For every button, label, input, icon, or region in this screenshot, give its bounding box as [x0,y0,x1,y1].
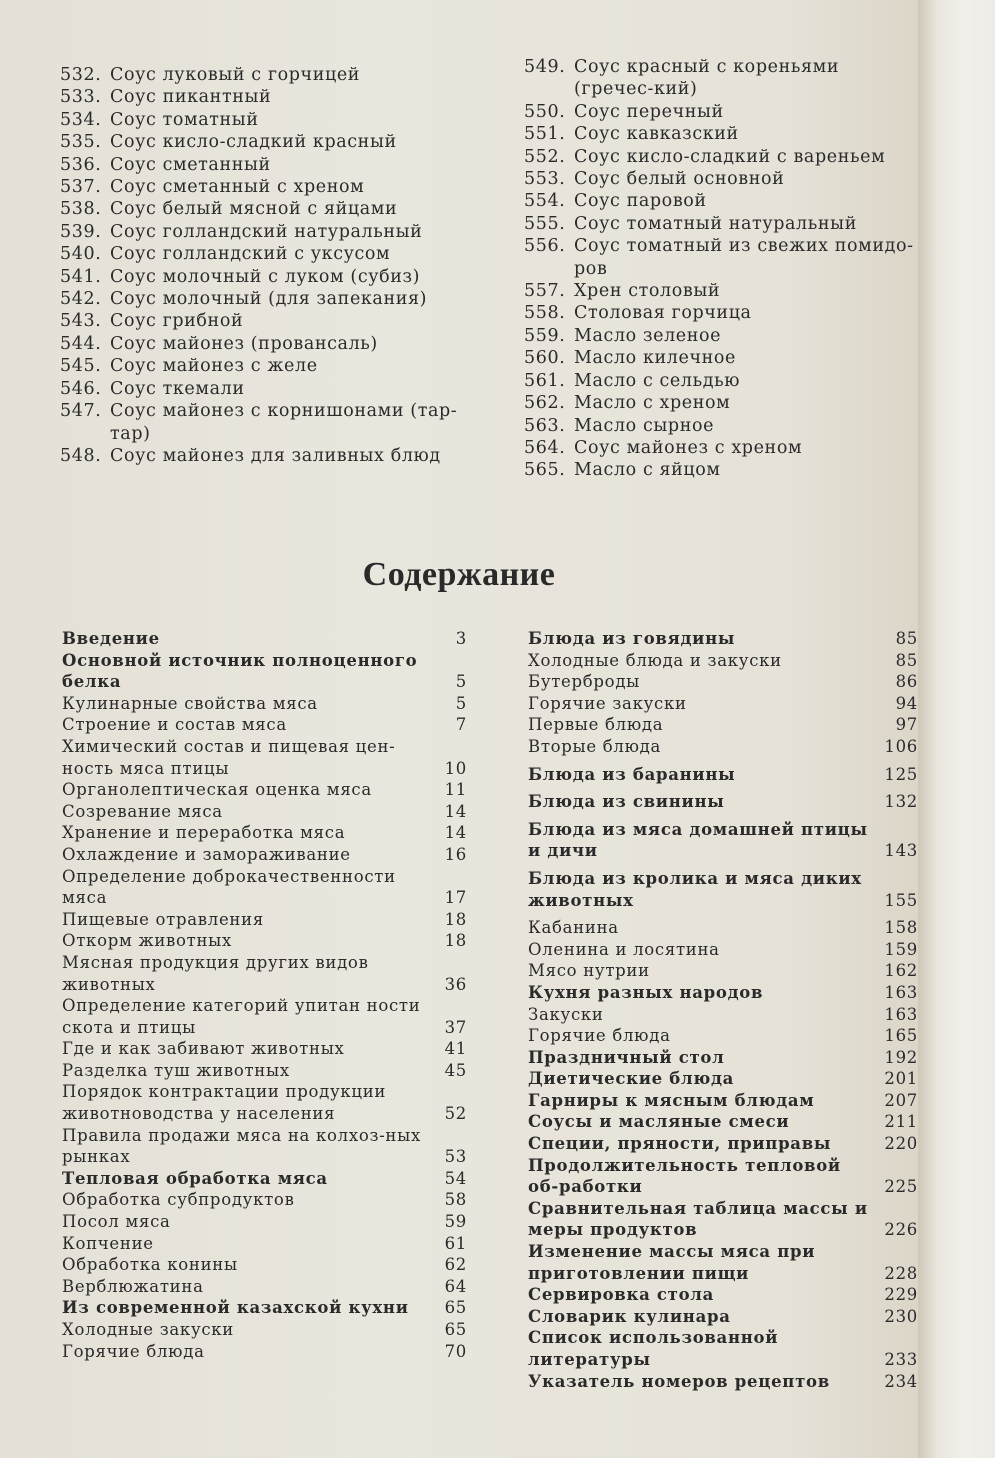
toc-entry-title: Органолептическая оценка мяса [62,780,372,800]
toc-entry-title: Горячие блюда [528,1026,671,1046]
toc-page-number: 233 [884,1350,918,1369]
toc-entry [528,671,918,693]
toc-entry [528,693,918,715]
toc-entry-title: Гарниры к мясным блюдам [528,1090,815,1110]
toc-entry [62,1189,467,1211]
contents-title: Содержание [362,556,556,593]
toc-entry [62,909,467,931]
recipe-name: Масло килечное [574,348,736,369]
recipe-number: 553. [524,169,566,190]
recipe-item [60,198,470,220]
toc-entry-title: Изменение массы мяса при приготовлении пищи [528,1242,816,1283]
recipe-number: 540. [60,244,102,265]
toc-page-number: 37 [444,1017,467,1037]
toc-page-number: 70 [444,1341,467,1361]
recipe-name: Соус красный с кореньями (гречес-кий) [574,57,840,100]
toc-entry-title: Оленина и лосятина [528,939,720,959]
toc-page-number: 132 [884,792,918,812]
recipe-item [60,131,470,153]
toc-entry [528,982,918,1004]
toc-entry [528,714,918,736]
toc-entry-title: Мясная продукция других видов животных [62,952,369,994]
toc-entry [528,736,918,758]
recipe-number: 538. [60,199,102,220]
toc-entry [528,1090,918,1112]
recipe-number: 532. [60,65,102,85]
recipe-item [524,370,919,392]
toc-entry-title: Закуски [528,1004,604,1024]
toc-entry [528,1111,918,1133]
toc-entry [528,1284,918,1306]
toc-entry [62,1276,467,1298]
recipe-number: 536. [60,154,102,175]
recipe-number: 560. [524,348,566,369]
toc-entry [62,1168,467,1190]
toc-entry-title: Сервировка стола [528,1285,715,1305]
toc-page-number: 65 [444,1298,467,1318]
toc-entry [528,1133,918,1155]
recipe-item [60,154,470,176]
toc-entry [62,628,467,650]
recipe-item [60,333,470,355]
toc-entry [528,628,918,650]
toc-entry [62,952,467,995]
toc-page-number: 11 [444,780,467,800]
recipe-number: 545. [60,356,102,377]
recipe-item [60,378,470,400]
toc-page-number: 85 [895,629,918,648]
toc-entry [528,1198,918,1241]
toc-page-number: 14 [444,823,467,843]
recipe-name: Соус голландский с уксусом [110,244,391,265]
recipe-name: Масло сырное [574,415,715,436]
recipe-index-right-column [524,56,919,482]
recipe-name: Соус пикантный [110,87,272,108]
toc-right-column [528,628,918,1392]
toc-entry [62,1038,467,1060]
toc-entry [528,1047,918,1069]
recipe-item [524,392,919,414]
toc-entry-title: Кухня разных народов [528,982,764,1002]
recipe-name: Соус молочный (для запекания) [110,289,428,310]
toc-entry [528,1371,918,1393]
toc-entry-title: Блюда из мяса домашней птицы и дичи [528,819,868,861]
page-edge [918,0,995,1458]
recipe-number: 557. [524,281,566,302]
toc-entry [62,801,467,823]
recipe-name: Соус ткемали [110,378,245,399]
toc-entry [62,822,467,844]
toc-page-number: 41 [444,1039,467,1059]
toc-page-number: 58 [444,1190,467,1210]
toc-entry [62,1341,467,1363]
toc-entry-title: Блюда из баранины [528,764,736,784]
toc-entry-title: Тепловая обработка мяса [62,1168,328,1188]
toc-entry [62,995,467,1038]
toc-entry-title: Кулинарные свойства мяса [62,693,318,713]
toc-page-number: 220 [884,1134,918,1154]
toc-page-number: 18 [444,931,467,951]
recipe-number: 549. [524,57,566,77]
recipe-item [60,109,470,131]
toc-page-number: 61 [444,1233,467,1253]
toc-entry [62,779,467,801]
toc-page-number: 125 [884,764,918,784]
toc-entry-title: Определение доброкачественности мяса [62,866,396,908]
recipe-name: Хрен столовый [574,281,721,302]
recipe-item [60,243,470,265]
toc-entry-title: Словарик кулинара [528,1306,731,1326]
recipe-item [524,459,919,481]
toc-entry [62,866,467,909]
recipe-name: Масло с сельдью [574,370,741,391]
toc-page-number: 86 [895,672,918,692]
toc-entry-title: Копчение [62,1233,154,1253]
recipe-name: Столовая горчица [574,303,752,324]
toc-entry [528,1327,918,1370]
toc-entry-title: Мясо нутрии [528,961,650,981]
recipe-name: Соус томатный [110,109,259,130]
toc-entry-title: Пищевые отравления [62,909,264,929]
recipe-item [524,190,919,212]
toc-page-number: 143 [884,841,918,861]
toc-entry [528,1025,918,1047]
toc-entry-title: Посол мяса [62,1212,171,1232]
toc-entry-title: Холодные закуски [62,1320,235,1339]
toc-entry-title: Холодные блюда и закуски [528,650,782,670]
recipe-number: 535. [60,132,102,153]
recipe-item [524,415,919,437]
toc-page-number: 163 [884,1004,918,1024]
recipe-name: Соус майонез с желе [110,356,318,377]
toc-entry-title: Обработка субпродуктов [62,1190,295,1210]
toc-page-number: 3 [455,629,467,648]
toc-entry [62,1233,467,1255]
toc-entry-title: Созревание мяса [62,801,223,821]
toc-entry-title: Обработка конины [62,1255,238,1275]
recipe-name: Соус белый мясной с яйцами [110,199,398,220]
toc-entry-title: Указатель номеров рецептов [528,1371,830,1391]
recipe-item [524,123,919,145]
toc-page-number: 16 [444,844,467,864]
recipe-item [524,437,919,459]
recipe-item [60,355,470,377]
toc-entry [62,844,467,866]
toc-entry-title: Горячие блюда [62,1341,205,1361]
toc-page-number: 225 [884,1177,918,1197]
toc-entry [528,1004,918,1026]
toc-entry-title: Праздничный стол [528,1047,725,1067]
toc-page-number: 10 [444,758,467,778]
recipe-item [524,280,919,302]
toc-page-number: 17 [444,888,467,908]
toc-page-number: 201 [884,1069,918,1089]
toc-page-number: 228 [884,1263,918,1283]
recipe-item [524,325,919,347]
recipe-item [524,56,919,101]
toc-entry-title: Химический состав и пищевая цен-ность мяса птицы [62,736,396,778]
toc-entry-title: Первые блюда [528,715,664,735]
recipe-item [60,86,470,108]
recipe-item [524,168,919,190]
recipe-name: Соус кисло-сладкий с вареньем [574,146,886,167]
toc-page-number: 165 [884,1026,918,1046]
toc-page-number: 36 [444,974,467,994]
toc-page-number: 226 [884,1220,918,1240]
toc-page-number: 65 [444,1320,467,1339]
toc-entry-title: Блюда из кролика и мяса диких животных [528,868,862,910]
toc-page-number: 7 [455,715,467,735]
recipe-name: Соус луковый с горчицей [110,65,361,85]
toc-page-number: 59 [444,1212,467,1232]
toc-entry [62,1254,467,1276]
recipe-name: Соус майонез (провансаль) [110,333,378,354]
toc-entry-title: Вторые блюда [528,736,662,756]
toc-entry [528,1306,918,1328]
recipe-name: Соус сметанный с хреном [110,177,365,198]
recipe-name: Соус молочный с луком (субиз) [110,266,421,287]
toc-entry-title: Определение категорий упитан ности скота и птицы [62,996,421,1037]
toc-entry-title: Порядок контрактации продукции животноводства у населения [62,1082,387,1124]
toc-entry [62,714,467,736]
toc-entry-title: Соусы и масляные смеси [528,1112,790,1132]
recipe-number: 556. [524,236,566,257]
toc-entry [62,650,467,693]
recipe-name: Соус томатный натуральный [574,213,857,234]
toc-entry-title: Список использованной литературы [528,1328,779,1369]
recipe-number: 561. [524,370,566,391]
recipe-name: Масло с яйцом [574,460,721,481]
toc-page-number: 106 [884,736,918,756]
toc-entry [528,1241,918,1284]
toc-page-number: 52 [444,1104,467,1124]
toc-entry [62,930,467,952]
recipe-item [60,64,470,86]
recipe-number: 539. [60,221,102,242]
recipe-name: Масло зеленое [574,325,722,346]
toc-entry-title: Охлаждение и замораживание [62,844,351,864]
toc-page-number: 230 [884,1306,918,1326]
recipe-item [60,445,470,467]
recipe-item [60,176,470,198]
recipe-item [60,400,470,445]
toc-page-number: 54 [444,1168,467,1188]
recipe-name: Соус грибной [110,311,244,332]
recipe-number: 547. [60,401,102,422]
toc-entry [528,939,918,961]
toc-entry [62,1125,467,1168]
toc-entry [528,917,918,939]
recipe-number: 564. [524,437,566,458]
recipe-name: Соус голландский натуральный [110,221,423,242]
recipe-item [60,288,470,310]
toc-page-number: 53 [444,1147,467,1167]
toc-entry-title: Из современной казахской кухни [62,1298,409,1318]
toc-entry [62,1081,467,1124]
recipe-item [524,101,919,123]
recipe-number: 543. [60,311,102,332]
recipe-item [524,235,919,280]
recipe-number: 559. [524,325,566,346]
toc-entry [528,868,918,911]
toc-entry [62,1060,467,1082]
toc-entry-title: Где и как забивают животных [62,1039,345,1059]
toc-entry [528,1068,918,1090]
toc-entry-title: Строение и состав мяса [62,715,287,735]
recipe-item [60,310,470,332]
toc-entry-title: Откорм животных [62,931,233,951]
recipe-number: 551. [524,124,566,145]
toc-page-number: 5 [455,693,467,713]
toc-entry-title: Продолжительность тепловой об-работки [528,1155,841,1197]
recipe-number: 541. [60,266,102,287]
recipe-name: Соус майонез с корнишонами (тар-тар) [110,401,458,444]
toc-entry-title: Правила продажи мяса на колхоз-ных рынках [62,1125,421,1167]
toc-entry-title: Блюда из говядины [528,629,736,648]
recipe-name: Соус томатный из свежих помидо-ров [574,236,914,279]
toc-page-number: 192 [884,1047,918,1067]
recipe-item [60,221,470,243]
recipe-name: Масло с хреном [574,393,731,414]
recipe-name: Соус белый основной [574,169,785,190]
recipe-number: 562. [524,393,566,414]
recipe-number: 565. [524,460,566,481]
toc-entry-title: Разделка туш животных [62,1060,290,1080]
toc-page-number: 158 [884,918,918,938]
toc-page-number: 97 [895,715,918,735]
toc-entry-title: Блюда из свинины [528,792,725,812]
toc-entry [528,650,918,672]
toc-page-number: 85 [895,650,918,670]
toc-page-number: 18 [444,909,467,929]
toc-entry [528,819,918,862]
toc-entry-title: Кабанина [528,918,619,938]
recipe-number: 533. [60,87,102,108]
recipe-number: 544. [60,333,102,354]
toc-entry-title: Сравнительная таблица массы и меры продуктов [528,1198,868,1240]
toc-entry-title: Верблюжатина [62,1276,204,1296]
recipe-number: 546. [60,378,102,399]
toc-page-number: 229 [884,1285,918,1305]
toc-entry-title: Основной источник полноценного белка [62,650,418,692]
recipe-item [60,266,470,288]
toc-page-number: 207 [884,1090,918,1110]
recipe-item [524,146,919,168]
toc-entry [62,1297,467,1319]
recipe-index-left-column [60,64,470,467]
recipe-name: Соус паровой [574,191,707,212]
toc-entry [528,764,918,786]
recipe-number: 555. [524,213,566,234]
toc-page-number: 162 [884,961,918,981]
toc-page-number: 159 [884,939,918,959]
recipe-number: 554. [524,191,566,212]
recipe-number: 534. [60,109,102,130]
recipe-name: Соус кавказский [574,124,739,145]
toc-page-number: 94 [895,693,918,713]
recipe-item [524,347,919,369]
recipe-item [524,213,919,235]
recipe-number: 537. [60,177,102,198]
toc-entry-title: Введение [62,629,160,648]
toc-entry [528,960,918,982]
recipe-name: Соус перечный [574,101,724,122]
recipe-number: 552. [524,146,566,167]
toc-page-number: 64 [444,1276,467,1296]
toc-entry [528,1155,918,1198]
toc-page-number: 45 [444,1060,467,1080]
toc-entry-title: Горячие закуски [528,693,687,713]
recipe-number: 542. [60,289,102,310]
recipe-name: Соус майонез для заливных блюд [110,445,441,466]
toc-entry-title: Хранение и переработка мяса [62,823,346,843]
recipe-name: Соус кисло-сладкий красный [110,132,397,153]
toc-entry [62,1319,467,1341]
toc-page-number: 211 [884,1112,918,1132]
toc-page-number: 234 [884,1371,918,1391]
recipe-number: 558. [524,303,566,324]
toc-page-number: 163 [884,982,918,1002]
toc-entry-title: Диетические блюда [528,1069,735,1089]
toc-page-number: 155 [884,890,918,910]
toc-entry [62,693,467,715]
recipe-number: 550. [524,101,566,122]
toc-page-number: 62 [444,1255,467,1275]
toc-entry [62,1211,467,1233]
toc-page-number: 14 [444,801,467,821]
toc-entry-title: Специи, пряности, приправы [528,1134,832,1154]
toc-page-number: 5 [455,672,467,692]
recipe-number: 563. [524,415,566,436]
recipe-name: Соус сметанный [110,154,271,175]
recipe-item [524,302,919,324]
toc-entry-title: Бутерброды [528,672,641,692]
toc-left-column [62,628,467,1362]
recipe-name: Соус майонез с хреном [574,437,803,458]
toc-entry [62,736,467,779]
recipe-number: 548. [60,445,102,466]
toc-entry [528,791,918,813]
